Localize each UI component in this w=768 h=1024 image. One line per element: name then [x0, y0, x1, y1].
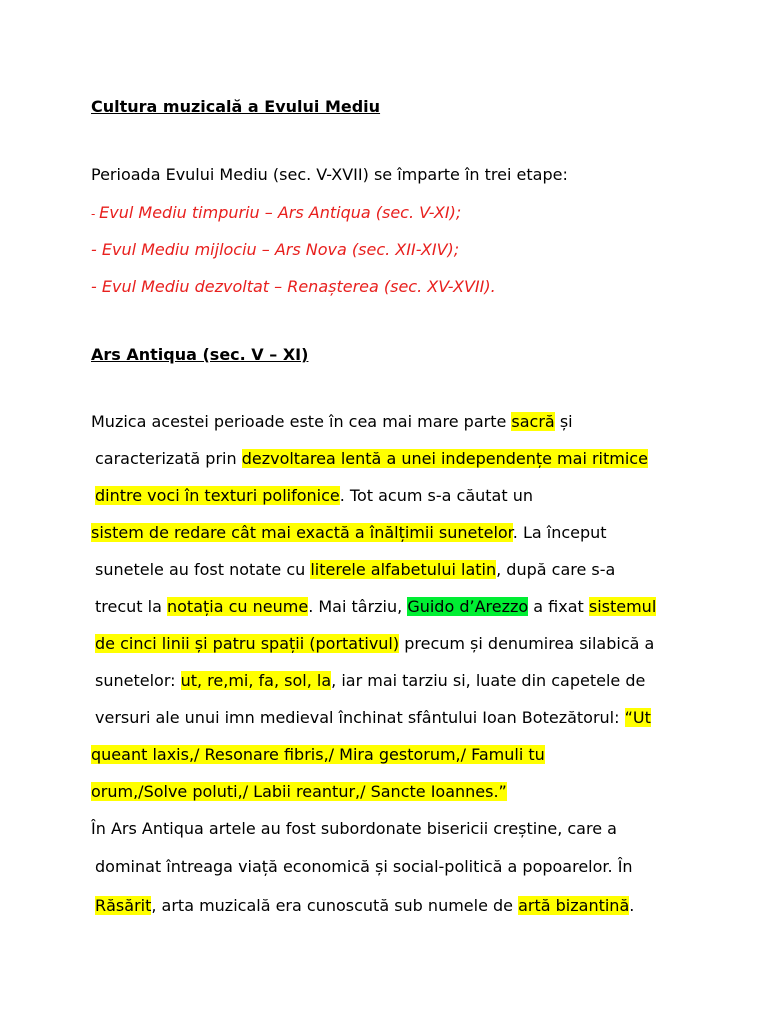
highlight-silabe: ut, re,mi, fa, sol, la	[180, 671, 332, 690]
text-run: sunetelor:	[95, 671, 181, 690]
highlight-portativul: de cinci linii și patru spații (portativul)	[95, 634, 400, 653]
highlight-sistemul: sistemul	[588, 597, 657, 616]
highlight-notatia: notația cu neume	[166, 597, 309, 616]
paragraph-1-line-7	[95, 634, 654, 654]
highlight-sistem-redare: sistem de redare cât mai exactă a înălțimii sunetelor	[91, 523, 513, 542]
paragraph-1-line-6	[95, 597, 656, 617]
text-run: trecut la	[95, 597, 167, 616]
text-run: caracterizată prin	[95, 449, 242, 468]
text-run: a fixat	[528, 597, 589, 616]
highlight-rasarit: Răsărit	[95, 896, 152, 915]
text-run: . Tot acum s-a căutat un	[339, 486, 533, 505]
paragraph-1-line-5	[95, 560, 615, 580]
paragraph-1-line-4	[91, 523, 607, 543]
paragraph-1-line-2	[95, 449, 648, 469]
paragraph-1-line-3	[95, 486, 533, 506]
highlight-sacra: sacră	[511, 412, 555, 431]
text-run: .	[629, 896, 635, 915]
paragraph-2-line-1: În Ars Antiqua artele au fost subordonate bisericii creștine, care a	[91, 819, 617, 838]
text-run: versuri ale unui imn medieval închinat sfântului Ioan Botezătorul:	[95, 708, 625, 727]
section-heading: Ars Antiqua (sec. V – XI)	[91, 345, 309, 364]
highlight-imn-end: orum,/Solve poluti,/ Labii reantur,/ Sancte Ioannes.”	[91, 782, 507, 801]
text-run: . La început	[512, 523, 607, 542]
paragraph-1-line-9	[95, 708, 651, 728]
text-run: Muzica acestei perioade este în cea mai mare parte	[91, 412, 512, 431]
text-run: sunetele au fost notate cu	[95, 560, 311, 579]
paragraph-1-line-1	[91, 412, 573, 432]
highlight-voci: dintre voci în texturi polifonice	[95, 486, 340, 505]
highlight-arta-bizantina: artă bizantină	[518, 896, 630, 915]
paragraph-1-line-11	[91, 782, 507, 802]
text-run: , arta muzicală era cunoscută sub numele de	[151, 896, 519, 915]
text-run: , după care s-a	[496, 560, 616, 579]
paragraph-1-line-10	[91, 745, 545, 765]
stage-1-text: Evul Mediu timpuriu – Ars Antiqua (sec. V-XI);	[99, 203, 462, 222]
stage-1-dash: -	[91, 207, 100, 221]
text-run: și	[554, 412, 573, 431]
highlight-imn-start: “Ut	[624, 708, 651, 727]
paragraph-2-line-3	[95, 896, 634, 916]
highlight-dezvoltarea: dezvoltarea lentă a unei independențe mai ritmice	[241, 449, 648, 468]
stage-3: - Evul Mediu dezvoltat – Renașterea (sec. XV-XVII).	[91, 277, 496, 296]
highlight-literele: literele alfabetului latin	[310, 560, 497, 579]
paragraph-2-line-2: dominat întreaga viață economică și social-politică a popoarelor. În	[95, 857, 633, 876]
text-run: precum și denumirea silabică a	[399, 634, 655, 653]
stage-1	[91, 203, 461, 224]
intro-line: Perioada Evului Mediu (sec. V-XVII) se împarte în trei etape:	[91, 165, 568, 184]
document-title: Cultura muzicală a Evului Mediu	[91, 97, 381, 116]
highlight-guido: Guido d’Arezzo	[407, 597, 529, 616]
text-run: . Mai târziu,	[308, 597, 408, 616]
highlight-imn: queant laxis,/ Resonare fibris,/ Mira gestorum,/ Famuli tu	[91, 745, 545, 764]
stage-2: - Evul Mediu mijlociu – Ars Nova (sec. XII-XIV);	[91, 240, 460, 259]
text-run: , iar mai tarziu si, luate din capetele de	[331, 671, 646, 690]
paragraph-1-line-8	[95, 671, 645, 691]
